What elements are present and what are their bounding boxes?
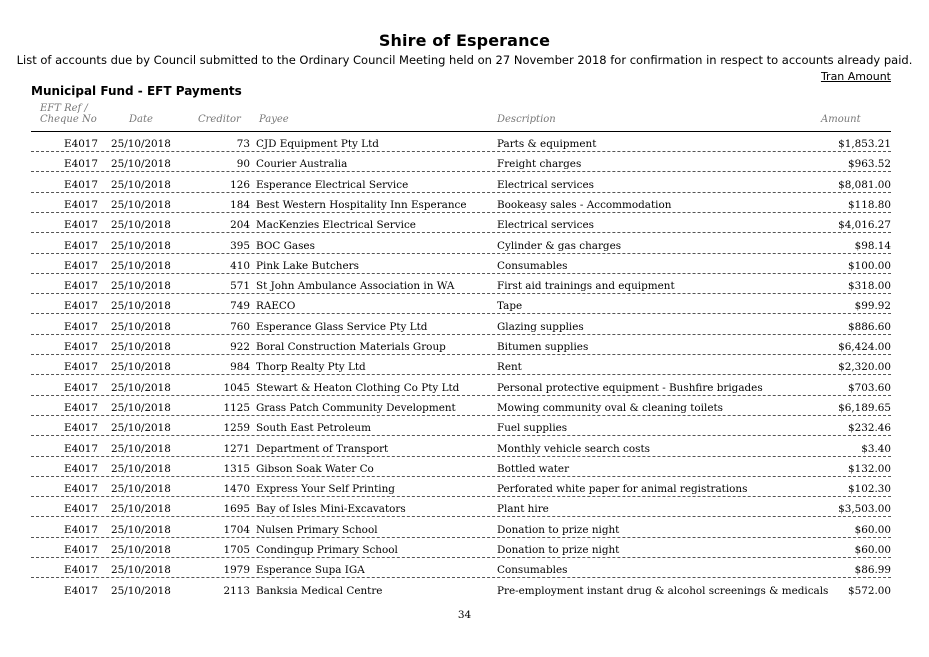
amount-cell: $102.30 [848, 483, 891, 496]
description-cell: Bookeasy sales - Accommodation [497, 198, 672, 211]
date-cell: 25/10/2018 [111, 320, 171, 333]
table-row [31, 416, 891, 436]
table-row [31, 396, 891, 416]
description-cell: Cylinder & gas charges [497, 239, 622, 252]
payee-cell: South East Petroleum [256, 422, 371, 435]
amount-cell: $318.00 [848, 280, 891, 293]
description-cell: Bitumen supplies [497, 341, 589, 353]
payee-cell: Banksia Medical Centre [256, 584, 383, 597]
eft-ref-cell: E4017 [64, 381, 99, 394]
payee-cell: Condingup Primary School [256, 544, 398, 556]
payee-cell: Department of Transport [256, 442, 389, 455]
creditor-cell: 1470 [223, 483, 250, 496]
date-cell: 25/10/2018 [111, 219, 171, 232]
eft-ref-cell: E4017 [64, 198, 99, 211]
creditor-cell: 126 [230, 178, 250, 191]
column-header-ref [40, 103, 97, 125]
creditor-cell: 1705 [223, 544, 250, 556]
amount-cell: $572.00 [848, 584, 891, 597]
description-cell: Personal protective equipment - Bushfire brigades [497, 381, 763, 394]
date-cell: 25/10/2018 [111, 361, 171, 374]
table-row [31, 477, 891, 497]
date-cell: 25/10/2018 [111, 198, 171, 211]
page-title: Shire of Esperance [378, 31, 551, 50]
date-cell: 25/10/2018 [111, 564, 171, 577]
date-cell: 25/10/2018 [111, 259, 171, 272]
creditor-cell: 1259 [223, 422, 250, 435]
table-row [31, 132, 891, 152]
eft-ref-cell: E4017 [64, 523, 99, 536]
description-cell: Bottled water [497, 462, 570, 475]
amount-cell: $703.60 [848, 381, 891, 394]
amount-cell: $60.00 [854, 544, 891, 556]
creditor-cell: 395 [230, 239, 250, 252]
date-cell: 25/10/2018 [111, 401, 171, 414]
table-row [31, 538, 891, 558]
column-header-description: Description [497, 114, 556, 125]
eft-ref-cell: E4017 [64, 564, 99, 577]
payee-cell: Nulsen Primary School [256, 523, 378, 536]
eft-ref-cell: E4017 [64, 361, 99, 374]
payee-cell: St John Ambulance Association in WA [256, 280, 455, 293]
payee-cell: Stewart & Heaton Clothing Co Pty Ltd [256, 381, 460, 394]
eft-ref-cell: E4017 [64, 462, 99, 475]
eft-ref-cell: E4017 [64, 544, 99, 556]
column-header-payee: Payee [259, 114, 289, 125]
description-cell: Monthly vehicle search costs [497, 442, 650, 455]
description-cell: Mowing community oval & cleaning toilets [497, 401, 723, 414]
creditor-cell: 1271 [223, 442, 250, 455]
description-cell: Donation to prize night [497, 544, 620, 556]
date-cell: 25/10/2018 [111, 462, 171, 475]
column-header-ref-line2: Cheque No [40, 114, 97, 125]
creditor-cell: 749 [230, 300, 250, 313]
amount-cell: $86.99 [854, 564, 891, 577]
eft-ref-cell: E4017 [64, 341, 99, 353]
payee-cell: Courier Australia [256, 158, 348, 171]
creditor-cell: 922 [230, 341, 250, 353]
page-subtitle: List of accounts due by Council submitted to the Ordinary Council Meeting held on 27 November 2018 for confirmation in respect to accounts already paid. [16, 53, 913, 67]
amount-cell: $60.00 [854, 523, 891, 536]
table-row [31, 579, 891, 599]
creditor-cell: 1315 [223, 462, 250, 475]
description-cell: Electrical services [497, 178, 594, 191]
creditor-cell: 1695 [223, 503, 250, 516]
description-cell: Consumables [497, 564, 568, 577]
amount-cell: $118.80 [848, 198, 891, 211]
payee-cell: Best Western Hospitality Inn Esperance [256, 198, 467, 211]
column-header-ref-line1: EFT Ref / [40, 103, 88, 114]
table-row [31, 173, 891, 193]
table-row [31, 558, 891, 578]
table-row [31, 437, 891, 457]
eft-ref-cell: E4017 [64, 584, 99, 597]
amount-cell: $100.00 [848, 259, 891, 272]
description-cell: Glazing supplies [497, 320, 584, 333]
column-header-amount: Amount [821, 114, 861, 125]
eft-ref-cell: E4017 [64, 239, 99, 252]
column-header-creditor: Creditor [198, 114, 241, 125]
table-row [31, 193, 891, 213]
payee-cell: Pink Lake Butchers [256, 259, 359, 272]
creditor-cell: 1979 [223, 564, 250, 577]
description-cell: Donation to prize night [497, 523, 620, 536]
amount-cell: $1,853.21 [838, 138, 891, 150]
page-number: 34 [457, 609, 472, 621]
eft-ref-cell: E4017 [64, 138, 99, 150]
eft-ref-cell: E4017 [64, 178, 99, 191]
description-cell: Consumables [497, 259, 568, 272]
creditor-cell: 984 [230, 361, 250, 374]
payee-cell: Gibson Soak Water Co [256, 462, 374, 475]
date-cell: 25/10/2018 [111, 138, 171, 150]
table-row [31, 152, 891, 172]
date-cell: 25/10/2018 [111, 544, 171, 556]
description-cell: Rent [497, 361, 522, 374]
creditor-cell: 90 [236, 158, 250, 171]
amount-cell: $99.92 [854, 300, 891, 313]
payee-cell: Esperance Glass Service Pty Ltd [256, 320, 428, 333]
date-cell: 25/10/2018 [111, 442, 171, 455]
payee-cell: Boral Construction Materials Group [256, 341, 446, 353]
table-row [31, 234, 891, 254]
amount-cell: $6,424.00 [838, 341, 891, 353]
eft-ref-cell: E4017 [64, 300, 99, 313]
payee-cell: Esperance Supa IGA [256, 564, 365, 577]
table-row [31, 376, 891, 396]
description-cell: Parts & equipment [497, 138, 597, 150]
payee-cell: RAECO [256, 300, 296, 313]
date-cell: 25/10/2018 [111, 584, 171, 597]
eft-ref-cell: E4017 [64, 442, 99, 455]
date-cell: 25/10/2018 [111, 503, 171, 516]
description-cell: Freight charges [497, 158, 582, 171]
eft-ref-cell: E4017 [64, 503, 99, 516]
date-cell: 25/10/2018 [111, 239, 171, 252]
amount-cell: $8,081.00 [838, 178, 891, 191]
date-cell: 25/10/2018 [111, 178, 171, 191]
eft-ref-cell: E4017 [64, 158, 99, 171]
creditor-cell: 184 [230, 198, 250, 211]
date-cell: 25/10/2018 [111, 523, 171, 536]
description-cell: Plant hire [497, 503, 549, 516]
eft-ref-cell: E4017 [64, 401, 99, 414]
creditor-cell: 410 [230, 259, 250, 272]
creditor-cell: 2113 [223, 584, 250, 597]
table-row [31, 355, 891, 375]
eft-ref-cell: E4017 [64, 259, 99, 272]
date-cell: 25/10/2018 [111, 300, 171, 313]
creditor-cell: 1045 [223, 381, 250, 394]
payee-cell: MacKenzies Electrical Service [256, 219, 416, 232]
eft-ref-cell: E4017 [64, 219, 99, 232]
date-cell: 25/10/2018 [111, 381, 171, 394]
amount-cell: $4,016.27 [838, 219, 891, 232]
payee-cell: BOC Gases [256, 239, 315, 252]
payee-cell: Thorp Realty Pty Ltd [256, 361, 366, 374]
date-cell: 25/10/2018 [111, 341, 171, 353]
description-cell: Electrical services [497, 219, 594, 232]
table-row [31, 274, 891, 294]
description-cell: Perforated white paper for animal registrations [497, 483, 748, 496]
date-cell: 25/10/2018 [111, 280, 171, 293]
amount-cell: $98.14 [854, 239, 891, 252]
table-row [31, 213, 891, 233]
payee-cell: Esperance Electrical Service [256, 178, 409, 191]
eft-ref-cell: E4017 [64, 422, 99, 435]
column-header-date: Date [129, 114, 153, 125]
creditor-cell: 204 [230, 219, 250, 232]
amount-cell: $3,503.00 [838, 503, 891, 516]
table-row [31, 315, 891, 335]
description-cell: First aid trainings and equipment [497, 280, 675, 293]
payee-cell: Bay of Isles Mini-Excavators [256, 503, 406, 516]
eft-ref-cell: E4017 [64, 280, 99, 293]
table-row [31, 335, 891, 355]
table-row [31, 518, 891, 538]
description-cell: Tape [497, 300, 523, 313]
creditor-cell: 760 [230, 320, 250, 333]
amount-cell: $232.46 [848, 422, 891, 435]
creditor-cell: 1125 [223, 401, 250, 414]
creditor-cell: 1704 [223, 523, 250, 536]
eft-ref-cell: E4017 [64, 320, 99, 333]
date-cell: 25/10/2018 [111, 483, 171, 496]
eft-ref-cell: E4017 [64, 483, 99, 496]
description-cell: Pre-employment instant drug & alcohol screenings & medicals [497, 584, 829, 597]
amount-cell: $132.00 [848, 462, 891, 475]
table-row [31, 294, 891, 314]
amount-cell: $963.52 [848, 158, 891, 171]
date-cell: 25/10/2018 [111, 158, 171, 171]
payee-cell: CJD Equipment Pty Ltd [256, 138, 379, 150]
creditor-cell: 73 [236, 138, 250, 150]
description-cell: Fuel supplies [497, 422, 568, 435]
amount-cell: $886.60 [848, 320, 891, 333]
payee-cell: Express Your Self Printing [256, 483, 395, 496]
payee-cell: Grass Patch Community Development [256, 401, 456, 414]
amount-cell: $2,320.00 [838, 361, 891, 374]
amount-cell: $3.40 [861, 442, 891, 455]
date-cell: 25/10/2018 [111, 422, 171, 435]
amount-cell: $6,189.65 [838, 401, 891, 414]
tran-amount-label: Tran Amount [820, 70, 891, 83]
table-row [31, 254, 891, 274]
table-row [31, 457, 891, 477]
fund-heading: Municipal Fund - EFT Payments [31, 84, 242, 98]
table-row [31, 497, 891, 517]
creditor-cell: 571 [230, 280, 250, 293]
